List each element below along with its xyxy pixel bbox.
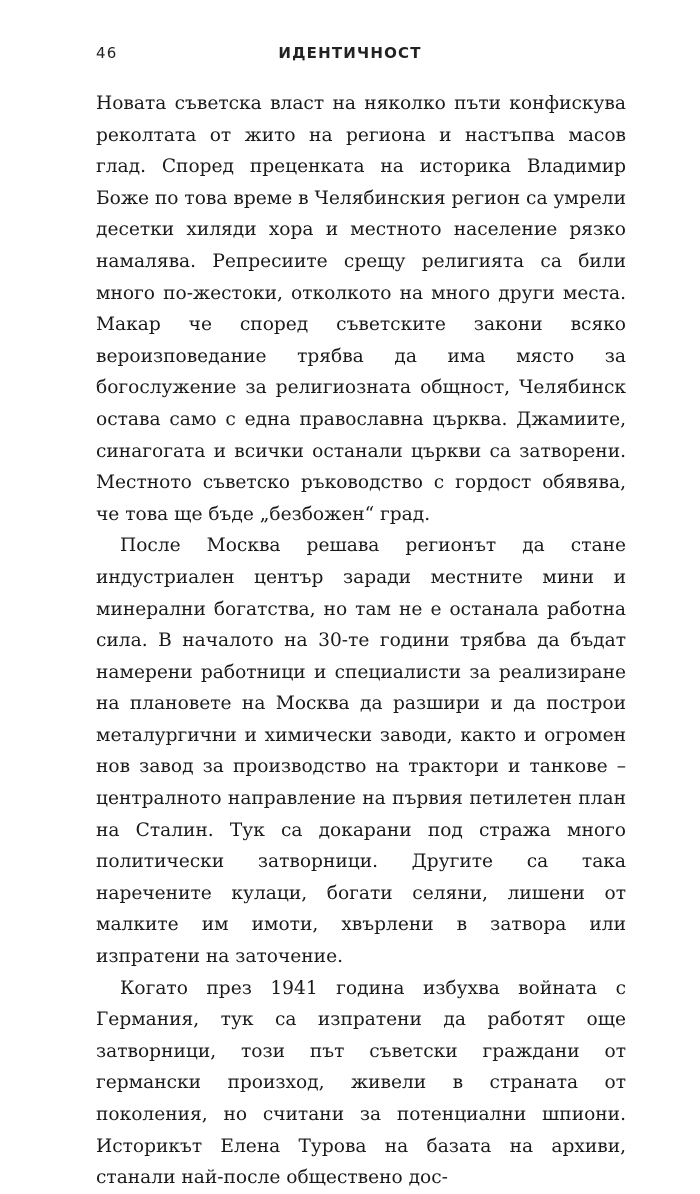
paragraph-3: Когато през 1941 година избухва войната с Германия, тук са изпратени да работят още затворници, този път съветски граждани от германски произход, живели в страната от поколения, но считани за потенциални шпиони. Историкът Елена Турова на базата на архиви, станали най-после обществено дос- xyxy=(96,977,626,1189)
paragraph-2: После Москва решава регионът да стане индустриален център заради местните мини и минерални богатства, но там не е останала работна сила. В началото на 30-те години трябва да бъдат намерени работници и специалисти за реализиране на плановете на Москва да разшири и да построи металургични и химически заводи, както и огромен нов завод за производство на трактори и танкове – централното направление на първия петилетен план на Сталин. Тук са докарани под стража много политически затворници. Другите са така наречените кулаци, богати селяни, лишени от малките им имоти, хвърлени в затвора или изпратени на заточение. xyxy=(96,535,626,968)
page-number: 46 xyxy=(96,44,118,62)
page-header xyxy=(96,44,604,74)
paragraph-1: Новата съветска власт на няколко пъти конфискува реколтата от жито на региона и настъпва масов глад. Според преценката на историка Владимир Боже по това време в Челябинския регион са умрели десетки хиляди хора и местното население рязко намалява. Репресиите срещу религията са били много по-жестоки, отколкото на много други места. Макар че според съветските закони всяко вероизповедание трябва да има място за богослужение за религиозната общност, Челябинск остава само с една православна църква. Джамиите, синагогата и всички останали църкви са затворени. Местното съветско ръководство с гордост обявява, че това ще бъде „безбожен“ град. xyxy=(96,93,626,525)
running-head-title: ИДЕНТИЧНОСТ xyxy=(278,44,422,62)
body-text xyxy=(96,88,626,1194)
